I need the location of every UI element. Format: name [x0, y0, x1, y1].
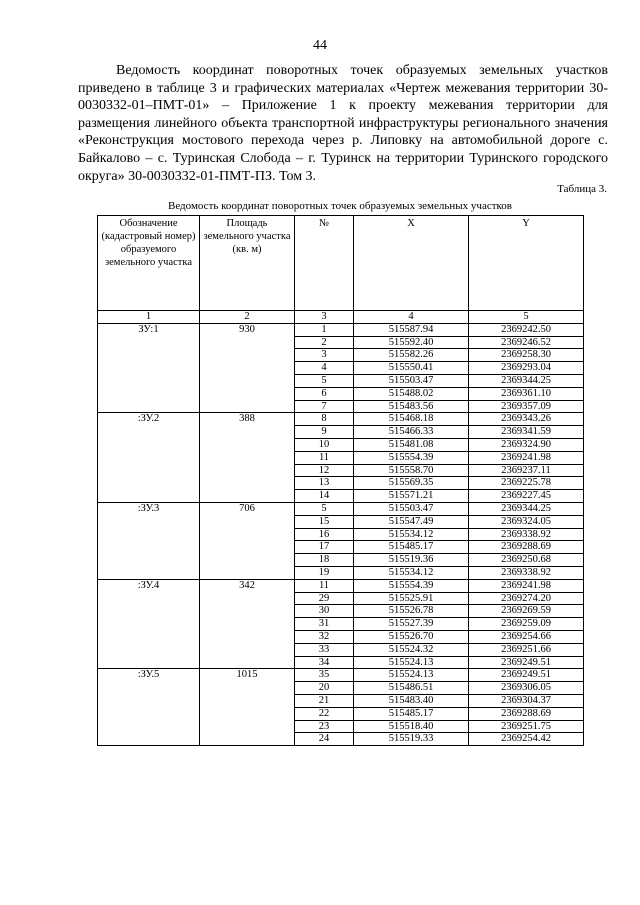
- point-x: 515526.78: [354, 605, 469, 618]
- plot-area: 388: [200, 413, 295, 503]
- point-number: 6: [295, 387, 354, 400]
- point-y: 2369237.11: [469, 464, 584, 477]
- point-x: 515519.36: [354, 554, 469, 567]
- point-number: 31: [295, 618, 354, 631]
- point-y: 2369269.59: [469, 605, 584, 618]
- point-y: 2369246.52: [469, 336, 584, 349]
- point-x: 515526.70: [354, 630, 469, 643]
- point-number: 30: [295, 605, 354, 618]
- point-x: 515524.13: [354, 656, 469, 669]
- point-x: 515488.02: [354, 387, 469, 400]
- point-y: 2369241.98: [469, 451, 584, 464]
- point-y: 2369357.09: [469, 400, 584, 413]
- point-y: 2369258.30: [469, 349, 584, 362]
- point-x: 515483.40: [354, 694, 469, 707]
- point-number: 10: [295, 438, 354, 451]
- point-x: 515503.47: [354, 374, 469, 387]
- point-y: 2369293.04: [469, 362, 584, 375]
- point-y: 2369338.92: [469, 566, 584, 579]
- point-x: 515587.94: [354, 323, 469, 336]
- point-x: 515571.21: [354, 490, 469, 503]
- point-number: 5: [295, 374, 354, 387]
- point-number: 22: [295, 707, 354, 720]
- intro-paragraph: Ведомость координат поворотных точек образуемых земельных участков приведено в таблице 3 и графических материалах «Чертеж межевания территории 30-0030332-01–ПМТ-01» – Приложение 1 к проекту межевания территории для размещения линейного объекта транспортной инфраструктуры регионального значения «Реконструкция мостового перехода через р. Липовку на автомобильной дороге с. Байкалово – с. Туринская Слобода – г. Туринск на территории Туринского городского округа» 30-0030332-01-ПМТ-ПЗ. Том 3.: [78, 63, 608, 184]
- plot-designation: :ЗУ.3: [98, 502, 200, 579]
- plot-area: 930: [200, 323, 295, 413]
- point-y: 2369288.69: [469, 541, 584, 554]
- plot-area: 1015: [200, 669, 295, 746]
- point-x: 515534.12: [354, 566, 469, 579]
- point-number: 15: [295, 515, 354, 528]
- header-plot-designation: Обозначение (кадастровый номер) образуемого земельного участка: [98, 216, 200, 311]
- point-x: 515503.47: [354, 502, 469, 515]
- point-number: 13: [295, 477, 354, 490]
- point-x: 515554.39: [354, 579, 469, 592]
- column-number: 3: [295, 311, 354, 324]
- column-number: 2: [200, 311, 295, 324]
- point-number: 1: [295, 323, 354, 336]
- point-y: 2369254.66: [469, 630, 584, 643]
- point-number: 2: [295, 336, 354, 349]
- point-y: 2369225.78: [469, 477, 584, 490]
- table-body: [98, 323, 584, 745]
- column-number-row: [98, 311, 584, 324]
- plot-designation: :ЗУ.4: [98, 579, 200, 669]
- point-x: 515485.17: [354, 541, 469, 554]
- point-x: 515527.39: [354, 618, 469, 631]
- column-number: 1: [98, 311, 200, 324]
- point-y: 2369227.45: [469, 490, 584, 503]
- table-row: [98, 502, 584, 515]
- header-y: Y: [469, 216, 584, 311]
- point-y: 2369324.90: [469, 438, 584, 451]
- point-number: 23: [295, 720, 354, 733]
- point-y: 2369251.66: [469, 643, 584, 656]
- table-row: [98, 323, 584, 336]
- point-number: 9: [295, 426, 354, 439]
- point-number: 20: [295, 682, 354, 695]
- point-y: 2369274.20: [469, 592, 584, 605]
- table-header-row: [98, 216, 584, 311]
- coordinates-table: [97, 215, 584, 746]
- point-y: 2369288.69: [469, 707, 584, 720]
- point-number: 5: [295, 502, 354, 515]
- point-number: 18: [295, 554, 354, 567]
- point-y: 2369259.09: [469, 618, 584, 631]
- plot-designation: :ЗУ.5: [98, 669, 200, 746]
- column-number: 4: [354, 311, 469, 324]
- point-x: 515582.26: [354, 349, 469, 362]
- point-number: 14: [295, 490, 354, 503]
- point-x: 515554.39: [354, 451, 469, 464]
- point-y: 2369344.25: [469, 502, 584, 515]
- point-x: 515558.70: [354, 464, 469, 477]
- point-x: 515466.33: [354, 426, 469, 439]
- point-x: 515524.32: [354, 643, 469, 656]
- point-y: 2369254.42: [469, 733, 584, 746]
- point-number: 35: [295, 669, 354, 682]
- point-x: 515485.17: [354, 707, 469, 720]
- point-x: 515481.08: [354, 438, 469, 451]
- plot-designation: ЗУ:1: [98, 323, 200, 413]
- point-number: 33: [295, 643, 354, 656]
- point-y: 2369338.92: [469, 528, 584, 541]
- point-number: 3: [295, 349, 354, 362]
- point-y: 2369324.05: [469, 515, 584, 528]
- point-y: 2369242.50: [469, 323, 584, 336]
- point-number: 32: [295, 630, 354, 643]
- point-number: 16: [295, 528, 354, 541]
- point-x: 515518.40: [354, 720, 469, 733]
- point-number: 11: [295, 451, 354, 464]
- point-x: 515525.91: [354, 592, 469, 605]
- table-label: Таблица 3.: [557, 183, 607, 195]
- header-x: X: [354, 216, 469, 311]
- table-row: [98, 413, 584, 426]
- point-number: 7: [295, 400, 354, 413]
- point-x: 515524.13: [354, 669, 469, 682]
- point-number: 11: [295, 579, 354, 592]
- plot-area: 342: [200, 579, 295, 669]
- point-x: 515547.49: [354, 515, 469, 528]
- page-number: 44: [313, 38, 327, 53]
- point-number: 17: [295, 541, 354, 554]
- point-x: 515483.56: [354, 400, 469, 413]
- point-y: 2369241.98: [469, 579, 584, 592]
- point-number: 19: [295, 566, 354, 579]
- table-caption: Ведомость координат поворотных точек образуемых земельных участков: [167, 200, 513, 212]
- point-x: 515468.18: [354, 413, 469, 426]
- point-number: 4: [295, 362, 354, 375]
- point-y: 2369304.37: [469, 694, 584, 707]
- point-x: 515569.35: [354, 477, 469, 490]
- point-x: 515519.33: [354, 733, 469, 746]
- point-x: 515550.41: [354, 362, 469, 375]
- header-point-number: №: [295, 216, 354, 311]
- point-x: 515534.12: [354, 528, 469, 541]
- point-number: 12: [295, 464, 354, 477]
- table-row: [98, 669, 584, 682]
- point-number: 8: [295, 413, 354, 426]
- header-plot-area: Площадь земельного участка (кв. м): [200, 216, 295, 311]
- point-y: 2369249.51: [469, 656, 584, 669]
- column-number: 5: [469, 311, 584, 324]
- plot-area: 706: [200, 502, 295, 579]
- point-number: 24: [295, 733, 354, 746]
- table-row: [98, 579, 584, 592]
- point-y: 2369343.26: [469, 413, 584, 426]
- point-number: 29: [295, 592, 354, 605]
- point-y: 2369344.25: [469, 374, 584, 387]
- point-number: 34: [295, 656, 354, 669]
- point-y: 2369306.05: [469, 682, 584, 695]
- plot-designation: :ЗУ.2: [98, 413, 200, 503]
- point-y: 2369361.10: [469, 387, 584, 400]
- point-number: 21: [295, 694, 354, 707]
- point-y: 2369249.51: [469, 669, 584, 682]
- point-x: 515592.40: [354, 336, 469, 349]
- point-y: 2369251.75: [469, 720, 584, 733]
- point-y: 2369250.68: [469, 554, 584, 567]
- point-x: 515486.51: [354, 682, 469, 695]
- point-y: 2369341.59: [469, 426, 584, 439]
